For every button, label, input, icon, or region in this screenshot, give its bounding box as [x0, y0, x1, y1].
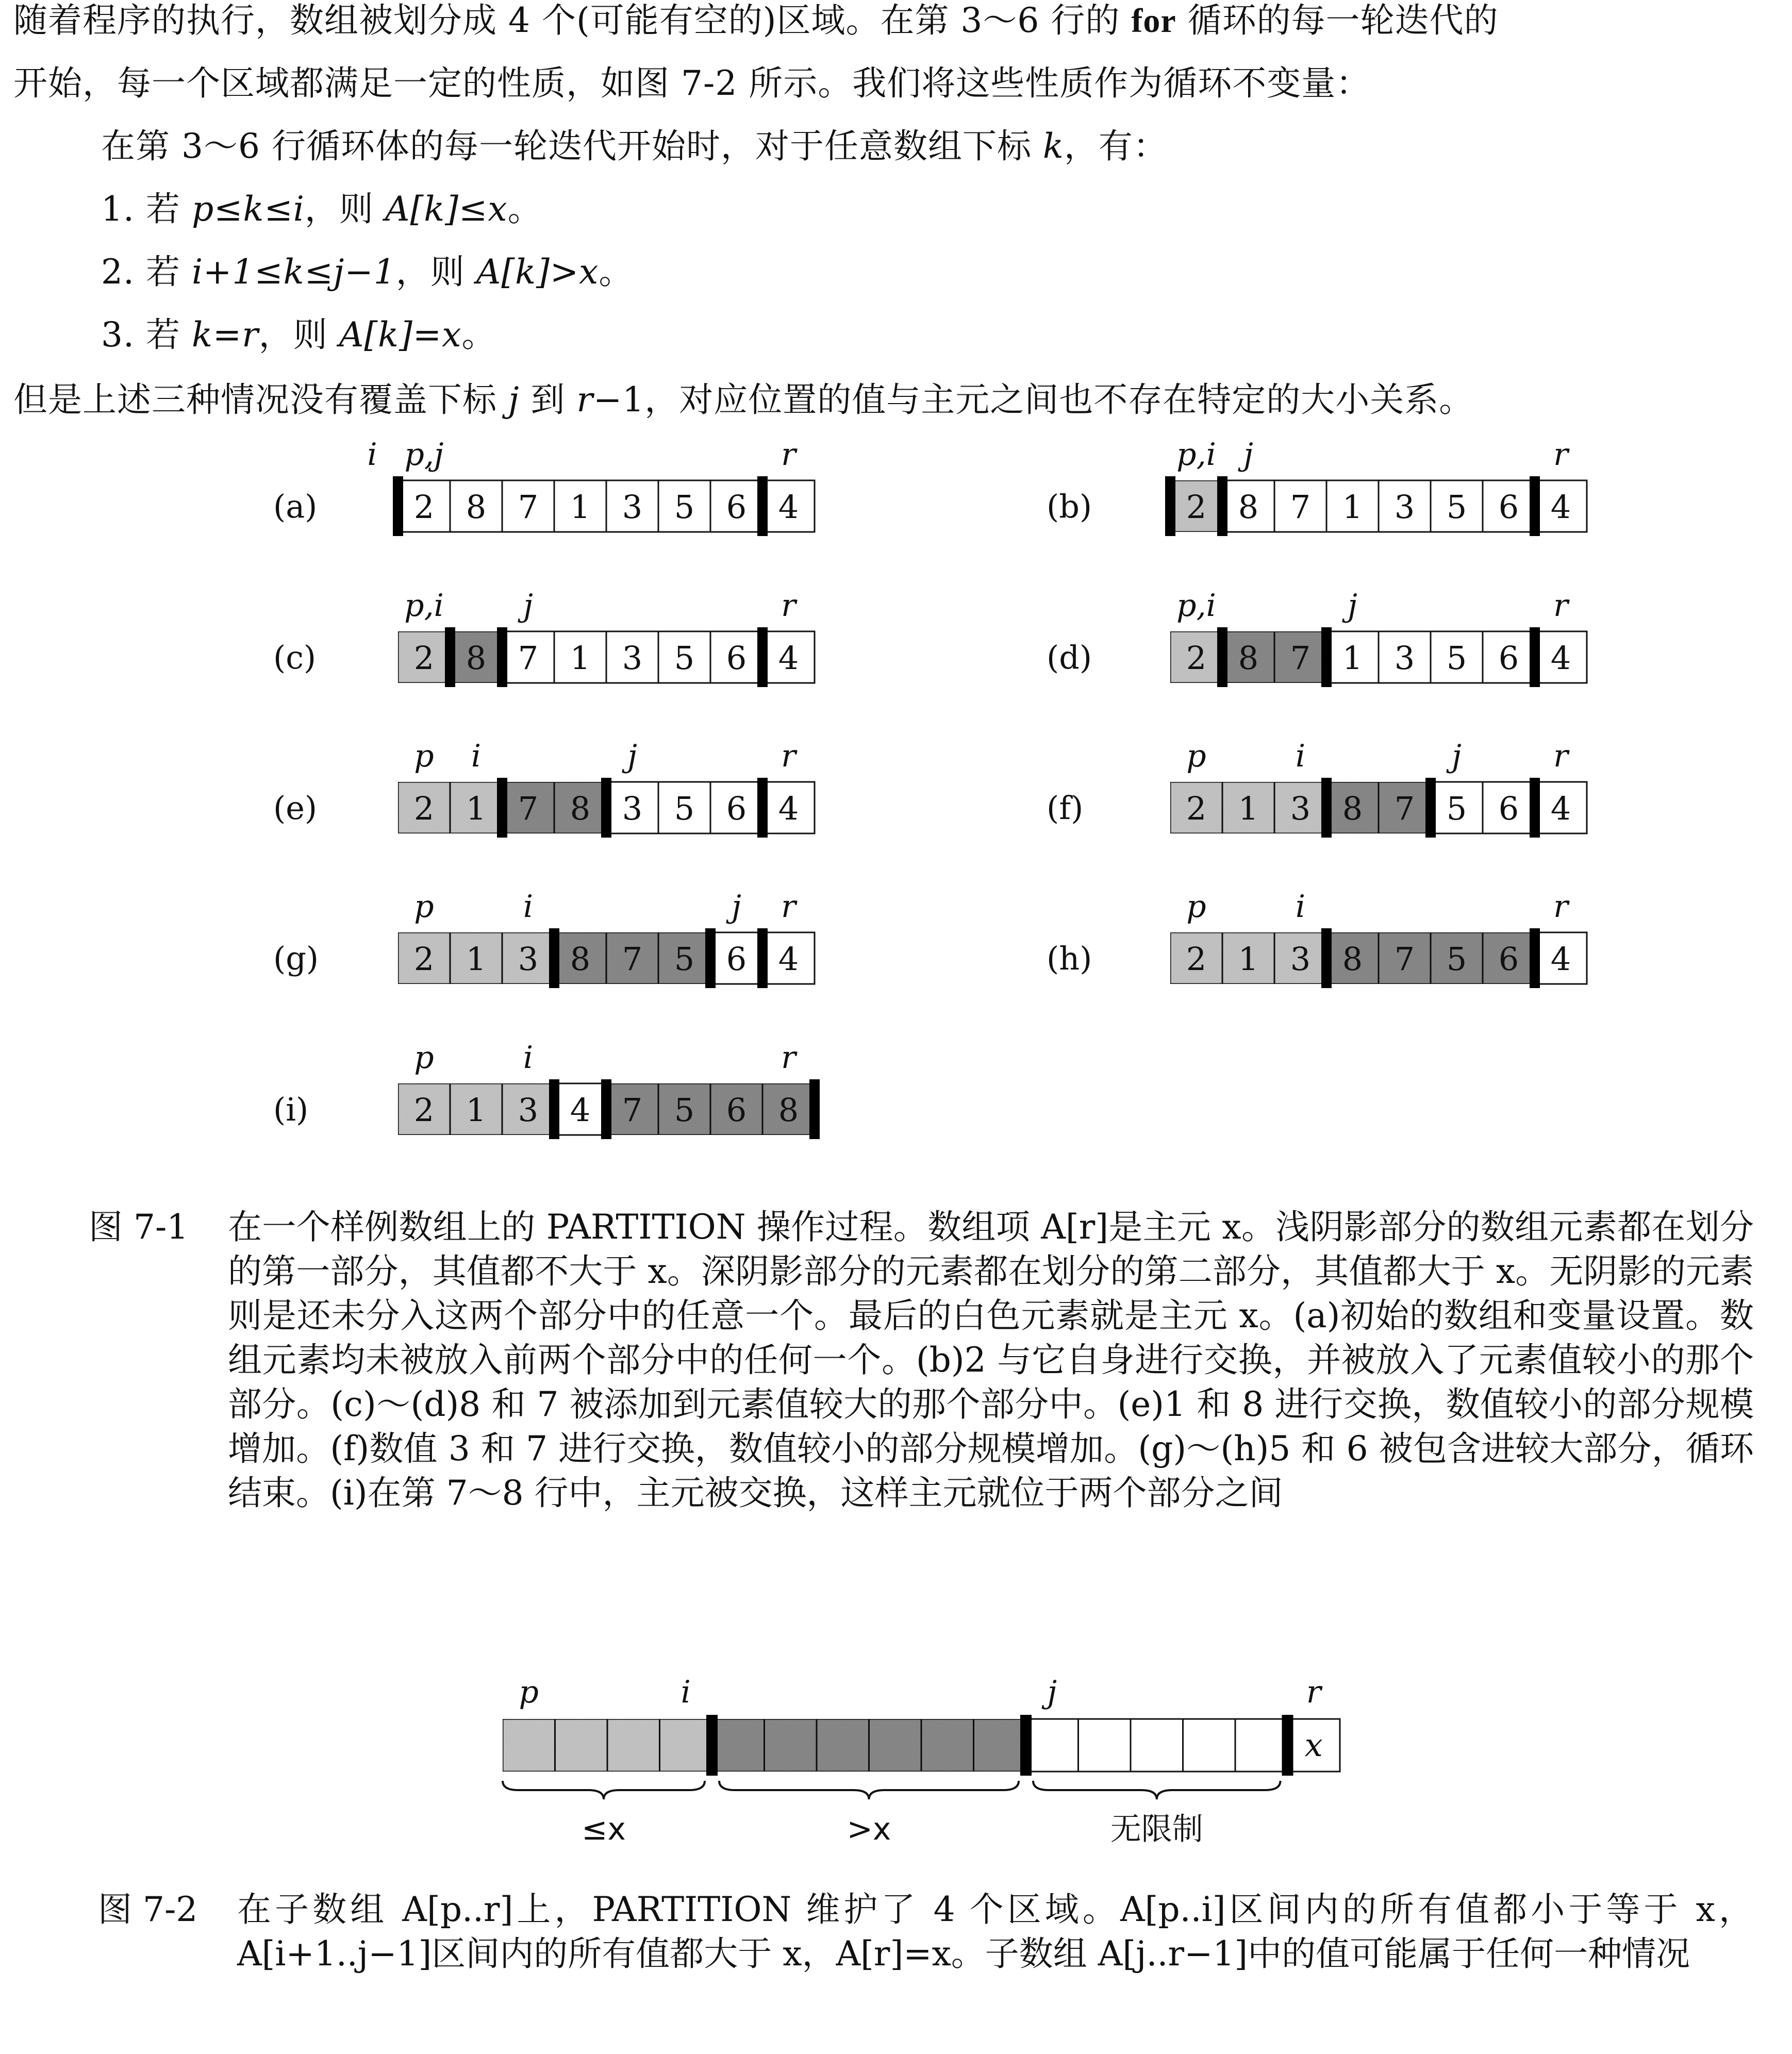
cell-value: 8: [1238, 639, 1259, 677]
paragraph-last-line: 但是上述三种情况没有覆盖下标 j 到 r−1，对应位置的值与主元之间也不存在特定的大小关系。: [13, 380, 1474, 420]
index-marker: j: [1047, 1674, 1057, 1710]
cell-value: 1: [1342, 488, 1363, 526]
panel-label: (a): [273, 488, 318, 525]
partition-boundary: [497, 778, 507, 838]
cell-value: 7: [1290, 488, 1311, 526]
array-cell: [1026, 1719, 1078, 1772]
partition-boundary: [1321, 627, 1332, 687]
cell-value: 2: [1186, 639, 1207, 677]
cell-value: 6: [1498, 940, 1519, 978]
cell-value: 2: [1186, 488, 1207, 526]
index-marker: r: [781, 437, 796, 473]
partition-boundary: [1165, 476, 1175, 536]
panel-i: [273, 1040, 820, 1139]
figure-7-2-caption-text: 在子数组 A[p..r]上，PARTITION 维护了 4 个区域。A[p..i]区间内的所有值都小于等于 x，A[i+1..j−1]区间内的所有值都大于 x，A[r]=x。子数组 A[j..r−1]中的值可能属于任何一种情况: [237, 1890, 1753, 1974]
cell-value: 7: [1394, 790, 1415, 827]
cell-value: 6: [726, 1091, 747, 1129]
invariant-item-2: 2. 若 i+1≤k≤j−1，则 A[k]>x。: [101, 252, 634, 292]
figure-7-2-label: 图 7-2: [98, 1890, 198, 1929]
cell-value: 3: [1290, 790, 1311, 827]
index-marker: j: [732, 889, 741, 925]
panel-e: [273, 738, 815, 838]
partition-boundary: [1530, 627, 1540, 687]
array-cell: [1078, 1719, 1131, 1772]
cell-value: 1: [466, 1091, 487, 1129]
partition-boundary: [497, 627, 507, 687]
cell-value: 7: [622, 940, 643, 978]
panel-g: [273, 889, 815, 988]
pivot-cell-label: x: [1304, 1726, 1323, 1764]
paragraph-line-2: 开始，每一个区域都满足一定的性质，如图 7-2 所示。我们将这些性质作为循环不变量：: [13, 63, 1371, 103]
panel-f: [1047, 738, 1587, 838]
index-marker: r: [1553, 437, 1568, 473]
cell-value: 2: [1186, 790, 1207, 827]
index-marker: i: [471, 738, 482, 774]
region-brace: [719, 1781, 1019, 1799]
array-cell: [1183, 1719, 1236, 1772]
partition-boundary: [1321, 778, 1332, 838]
panel-c: [273, 588, 815, 687]
partition-boundary: [549, 1079, 559, 1139]
panel-b: [1047, 437, 1587, 536]
partition-boundary: [445, 627, 455, 687]
cell-value: 1: [1238, 790, 1259, 827]
cell-value: 6: [726, 790, 747, 827]
cell-value: 8: [466, 639, 487, 677]
panel-label: (g): [273, 940, 319, 977]
figure-7-1-caption-text: 在一个样例数组上的 PARTITION 操作过程。数组项 A[r]是主元 x。浅阴影部分的数组元素都在划分的第一部分，其值都不大于 x。深阴影部分的元素都在划分的第二部分，其值都大于 x。无阴影的元素则是还未分入这两个部分中的任意一个。最后的白色元素就是主元 x。(a)初始的数组和变量设置。数组元素均未被放入前两个部分中的任何一个。(b)2 与它自身进行交换，并被放入了元素值较小的那个部分。(c)～(d)8 和 7 被添加到元素值较大的那个部分中。(e)1 和 8 进行交换，数值较小的部分规模增加。(f)数值 3 和 7 进行交换，数值较小的部分规模增加。(g)～(h)5 和 6 被包含进较大部分，循环结束。(i)在第 7～8 行中，主元被交换，这样主元就位于两个部分之间: [228, 1207, 1754, 1513]
partition-boundary: [809, 1079, 820, 1139]
invariant-item-3: 3. 若 k=r，则 A[k]=x。: [101, 315, 496, 355]
index-marker: i: [1295, 738, 1306, 774]
partition-boundary: [1530, 778, 1540, 838]
array-cell: [1235, 1719, 1288, 1772]
index-marker: r: [781, 738, 796, 774]
cell-value: 4: [778, 790, 799, 827]
array-cell: [660, 1719, 712, 1772]
cell-value: 6: [1498, 790, 1519, 827]
array-cell: [607, 1719, 660, 1772]
index-marker: p,i: [404, 588, 444, 624]
index-marker: i: [523, 889, 534, 925]
index-marker: j: [627, 738, 637, 774]
region-label: 无限制: [1110, 1811, 1203, 1847]
region-brace: [1033, 1781, 1281, 1799]
panel-label: (i): [273, 1091, 309, 1128]
cell-value: 4: [778, 639, 799, 677]
array-cell: [869, 1719, 922, 1772]
cell-value: 6: [1498, 488, 1519, 526]
cell-value: 8: [570, 790, 591, 827]
cell-value: 2: [1186, 940, 1207, 978]
partition-boundary: [757, 476, 768, 536]
index-marker: p: [414, 738, 434, 774]
index-marker: i: [523, 1040, 534, 1076]
index-marker: i: [367, 437, 377, 473]
cell-value: 3: [622, 488, 643, 526]
index-marker: r: [1553, 738, 1568, 774]
index-marker: j: [1452, 738, 1462, 774]
index-marker: j: [523, 588, 533, 624]
cell-value: 8: [1342, 790, 1363, 827]
index-marker: i: [681, 1674, 691, 1710]
region-label: >x: [847, 1811, 891, 1847]
cell-value: 8: [570, 940, 591, 978]
cell-value: 8: [466, 488, 487, 526]
cell-value: 5: [674, 790, 695, 827]
cell-value: 1: [1342, 639, 1363, 677]
partition-boundary: [601, 778, 611, 838]
index-marker: r: [781, 889, 796, 925]
partition-boundary: [757, 928, 768, 988]
panel-a: [273, 437, 815, 536]
index-marker: p,i: [1176, 437, 1216, 473]
cell-value: 7: [518, 639, 539, 677]
cell-value: 4: [778, 940, 799, 978]
partition-boundary: [705, 928, 716, 988]
cell-value: 1: [570, 488, 591, 526]
array-cell: [555, 1719, 608, 1772]
partition-boundary: [1530, 476, 1540, 536]
array-cell: [503, 1719, 555, 1772]
cell-value: 6: [726, 488, 747, 526]
cell-value: 1: [466, 790, 487, 827]
figure-7-2: [503, 1674, 1340, 1847]
partition-boundary: [601, 1079, 611, 1139]
invariant-intro: 在第 3～6 行循环体的每一轮迭代开始时，对于任意数组下标 k，有：: [101, 126, 1168, 166]
partition-boundary: [1321, 928, 1332, 988]
cell-value: 5: [674, 639, 695, 677]
paragraph-line-1: 随着程序的执行，数组被划分成 4 个(可能有空的)区域。在第 3～6 行的 for 循环的每一轮迭代的: [13, 1, 1499, 40]
index-marker: r: [781, 588, 796, 624]
region-brace: [503, 1781, 705, 1799]
cell-value: 3: [1394, 639, 1415, 677]
cell-value: 5: [1446, 639, 1467, 677]
cell-value: 4: [1550, 940, 1571, 978]
panel-h: [1047, 889, 1587, 988]
partition-boundary: [757, 778, 768, 838]
cell-value: 4: [1550, 639, 1571, 677]
region-label: ≤x: [582, 1811, 626, 1847]
index-marker: j: [1243, 437, 1253, 473]
array-cell: [974, 1719, 1026, 1772]
cell-value: 4: [1550, 488, 1571, 526]
index-marker: r: [1553, 889, 1568, 925]
cell-value: 5: [1446, 488, 1467, 526]
cell-value: 7: [518, 488, 539, 526]
partition-boundary: [706, 1715, 718, 1776]
cell-value: 2: [413, 488, 435, 526]
cell-value: 4: [1550, 790, 1571, 827]
cell-value: 6: [726, 639, 747, 677]
index-marker: p: [1186, 889, 1206, 925]
cell-value: 8: [1342, 940, 1363, 978]
array-cell: [765, 1719, 817, 1772]
cell-value: 5: [1446, 790, 1467, 827]
panel-label: (h): [1047, 940, 1092, 977]
index-marker: p: [414, 889, 434, 925]
partition-boundary: [757, 627, 768, 687]
cell-value: 2: [413, 790, 435, 827]
index-marker: p,i: [1176, 588, 1216, 624]
cell-value: 2: [413, 940, 435, 978]
partition-boundary: [1217, 476, 1227, 536]
index-marker: p,j: [404, 437, 444, 473]
cell-value: 3: [518, 940, 539, 978]
figure-7-1-label: 图 7-1: [89, 1207, 189, 1247]
panel-label: (f): [1047, 789, 1084, 827]
cell-value: 2: [413, 1091, 435, 1129]
panel-label: (d): [1047, 639, 1092, 676]
cell-value: 1: [466, 940, 487, 978]
index-marker: r: [1553, 588, 1568, 624]
cell-value: 7: [518, 790, 539, 827]
panel-label: (c): [273, 639, 317, 676]
index-marker: r: [781, 1040, 796, 1076]
cell-value: 7: [622, 1091, 643, 1129]
panel-label: (e): [273, 789, 318, 827]
cell-value: 3: [622, 790, 643, 827]
cell-value: 3: [1290, 940, 1311, 978]
cell-value: 6: [726, 940, 747, 978]
array-cell: [1131, 1719, 1183, 1772]
partition-boundary: [1020, 1715, 1032, 1776]
index-marker: r: [1306, 1674, 1321, 1710]
cell-value: 6: [1498, 639, 1519, 677]
partition-boundary: [1530, 928, 1540, 988]
cell-value: 5: [1446, 940, 1467, 978]
index-marker: j: [1348, 588, 1357, 624]
array-cell: [817, 1719, 869, 1772]
partition-boundary: [1425, 778, 1436, 838]
cell-value: 5: [674, 940, 695, 978]
cell-value: 7: [1394, 940, 1415, 978]
cell-value: 5: [674, 488, 695, 526]
panel-label: (b): [1047, 488, 1092, 525]
cell-value: 3: [1394, 488, 1415, 526]
cell-value: 2: [413, 639, 435, 677]
figure-7-1: [273, 437, 1587, 1139]
cell-value: 1: [1238, 940, 1259, 978]
cell-value: 4: [778, 488, 799, 526]
index-marker: p: [1186, 738, 1206, 774]
figure-7-2-caption: [98, 1888, 1758, 2042]
partition-boundary: [1217, 627, 1227, 687]
index-marker: i: [1295, 889, 1306, 925]
cell-value: 1: [570, 639, 591, 677]
cell-value: 5: [674, 1091, 695, 1129]
partition-boundary: [549, 928, 559, 988]
index-marker: p: [414, 1040, 434, 1076]
cell-value: 7: [1290, 639, 1311, 677]
array-cell: [921, 1719, 974, 1772]
panel-d: [1047, 588, 1587, 687]
cell-value: 3: [622, 639, 643, 677]
cell-value: 8: [1238, 488, 1259, 526]
partition-boundary: [1282, 1715, 1293, 1776]
cell-value: 8: [778, 1091, 799, 1129]
cell-value: 4: [570, 1091, 591, 1129]
invariant-item-1: 1. 若 p≤k≤i，则 A[k]≤x。: [101, 189, 542, 229]
index-marker: p: [519, 1674, 539, 1710]
array-cell: [712, 1719, 765, 1772]
cell-value: 3: [518, 1091, 539, 1129]
partition-boundary: [393, 476, 403, 536]
figure-7-1-caption: [89, 1205, 1759, 1597]
